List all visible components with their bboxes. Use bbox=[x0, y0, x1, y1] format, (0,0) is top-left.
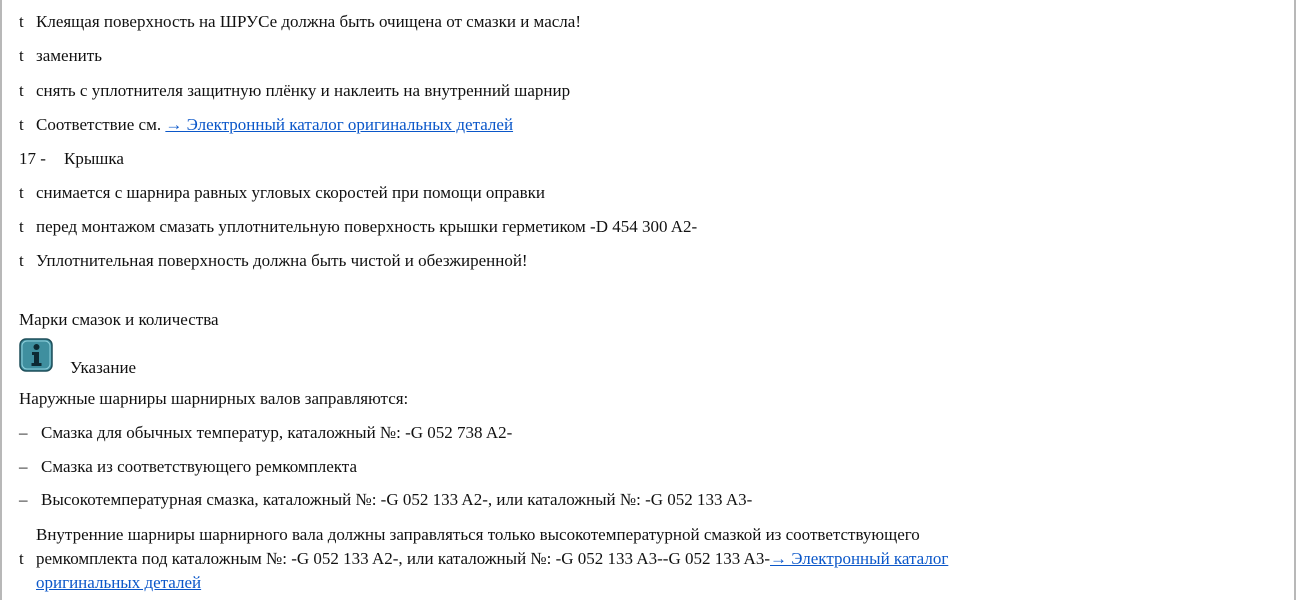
conformity-text: Соответствие см. bbox=[36, 115, 162, 134]
inner-joints-line-3 bbox=[36, 571, 948, 595]
inner-joints-text: ремкомплекта под каталожным №: -G 052 133 A2-, или каталожный №: -G 052 133 A3--G 052 133 A3- bbox=[36, 549, 770, 568]
part-number: 17 - bbox=[19, 149, 46, 168]
list-item-text: Смазка из соответствующего ремкомплекта bbox=[41, 457, 357, 476]
section-heading: Марки смазок и количества bbox=[19, 310, 219, 329]
parts-catalog-link-continued[interactable]: оригинальных деталей bbox=[36, 573, 202, 592]
list-item-text: Клеящая поверхность на ШРУСе должна быть очищена от смазки и масла! bbox=[36, 12, 581, 31]
list-item-text: Высокотемпературная смазка, каталожный №: -G 052 133 A2-, или каталожный №: -G 052 133 A3- bbox=[41, 490, 753, 509]
dash-marker: – bbox=[19, 423, 28, 442]
list-item-text: перед монтажом смазать уплотнительную поверхность крышки герметиком -D 454 300 A2- bbox=[36, 217, 698, 236]
list-item bbox=[19, 457, 357, 477]
list-item bbox=[19, 217, 697, 237]
bullet-marker: t bbox=[19, 12, 24, 31]
intro-text: Наружные шарниры шарнирных валов заправляются: bbox=[19, 389, 409, 408]
list-item-text bbox=[36, 523, 948, 595]
list-item bbox=[19, 81, 570, 101]
list-item-text: Уплотнительная поверхность должна быть чистой и обезжиренной! bbox=[36, 251, 528, 270]
list-item bbox=[19, 115, 513, 135]
part-heading bbox=[19, 149, 124, 169]
part-name: Крышка bbox=[64, 149, 124, 168]
list-item bbox=[19, 12, 581, 32]
bullet-marker: t bbox=[19, 81, 24, 100]
inner-joints-line-2 bbox=[36, 547, 948, 571]
list-item bbox=[19, 423, 512, 443]
info-icon bbox=[19, 338, 53, 372]
list-item bbox=[19, 183, 545, 203]
bullet-marker: t bbox=[19, 549, 24, 568]
list-item bbox=[19, 490, 752, 510]
dash-marker: – bbox=[19, 490, 28, 509]
bullet-marker: t bbox=[19, 251, 24, 270]
list-item-text: заменить bbox=[36, 46, 102, 65]
list-item bbox=[19, 251, 528, 271]
bullet-marker: t bbox=[19, 115, 24, 134]
list-item-text: Смазка для обычных температур, каталожный №: -G 052 738 A2- bbox=[41, 423, 513, 442]
bullet-marker: t bbox=[19, 183, 24, 202]
list-item-text: снимается с шарнира равных угловых скоростей при помощи оправки bbox=[36, 183, 545, 202]
bullet-marker: t bbox=[19, 217, 24, 236]
left-frame-border bbox=[0, 0, 2, 600]
list-item-text: снять с уплотнителя защитную плёнку и наклеить на внутренний шарнир bbox=[36, 81, 571, 100]
bullet-marker: t bbox=[19, 46, 24, 65]
dash-marker: – bbox=[19, 457, 28, 476]
note-label: Указание bbox=[70, 358, 137, 377]
parts-catalog-link[interactable]: → Электронный каталог оригинальных деталей bbox=[165, 115, 514, 134]
inner-joints-line-1: Внутренние шарниры шарнирного вала должны заправляться только высокотемпературной смазкой из соответствующего bbox=[36, 525, 920, 544]
list-item bbox=[19, 46, 102, 66]
parts-catalog-link[interactable]: → Электронный каталог bbox=[770, 549, 949, 568]
